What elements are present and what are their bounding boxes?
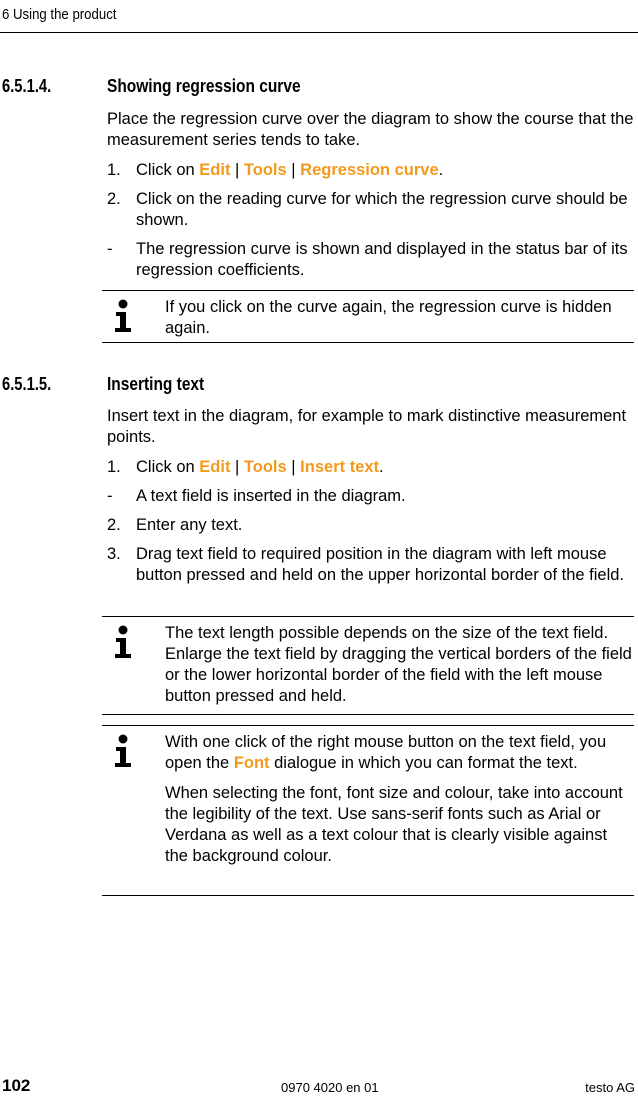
- brand-name: testo AG: [585, 1080, 635, 1095]
- menu-insert-text: Insert text: [300, 458, 380, 476]
- menu-regression-curve: Regression curve: [300, 161, 439, 179]
- intro-paragraph: Insert text in the diagram, for example to mark distinctive measurement points.: [107, 407, 627, 446]
- section-title: Inserting text: [107, 374, 205, 394]
- step-text: [136, 457, 635, 478]
- note-text-part: With one click of the right mouse button on the text field, you open the: [165, 733, 607, 772]
- info-note: [102, 616, 634, 715]
- info-note: [102, 725, 634, 896]
- step-text: Click on the reading curve for which the regression curve should be shown.: [136, 190, 628, 229]
- menu-separator: |: [286, 161, 301, 179]
- step-marker: 1.: [107, 161, 121, 179]
- note-text-part: dialogue in which you can format the text.: [269, 754, 578, 772]
- menu-tools: Tools: [243, 458, 287, 476]
- result-marker: -: [107, 240, 113, 258]
- note-text: When selecting the font, font size and colour, take into account the legibility of the text. Use sans-serif fonts such as Arial or Verdana as well as a text colour that is clearly visible against the background colour.: [165, 784, 623, 865]
- page-header: [0, 0, 638, 33]
- menu-separator: |: [286, 458, 301, 476]
- step-marker: 1.: [107, 458, 121, 476]
- chapter-title: 6 Using the product: [2, 6, 117, 23]
- info-icon: [112, 734, 134, 768]
- menu-separator: |: [230, 458, 244, 476]
- menu-edit: Edit: [199, 458, 231, 476]
- step-item: [107, 189, 635, 231]
- step-item: [107, 544, 635, 586]
- step-item: [107, 515, 635, 536]
- step-text: Drag text field to required position in the diagram with left mouse button pressed and held on the upper horizontal border of the field.: [136, 545, 625, 584]
- step-prefix: Click on: [136, 161, 200, 179]
- section-title: Showing regression curve: [107, 76, 301, 96]
- section-body: [107, 109, 635, 289]
- step-text: [136, 160, 635, 181]
- step-prefix: Click on: [136, 458, 200, 476]
- step-marker: 2.: [107, 190, 121, 208]
- note-text: The text length possible depends on the size of the text field. Enlarge the text field by dragging the vertical borders of the field or the lower horizontal border of the field with the left mouse button pressed and held.: [165, 624, 632, 705]
- result-text: The regression curve is shown and displayed in the status bar of its regression coefficients.: [136, 240, 628, 279]
- step-item: [107, 457, 635, 478]
- note-text: If you click on the curve again, the regression curve is hidden again.: [165, 298, 612, 337]
- section-number: 6.5.1.4.: [2, 76, 52, 96]
- step-item: [107, 160, 635, 181]
- page-number: 102: [2, 1076, 31, 1095]
- result-item: [107, 486, 635, 507]
- step-marker: 2.: [107, 516, 121, 534]
- section-body: [107, 406, 635, 594]
- result-marker: -: [107, 487, 113, 505]
- info-icon: [112, 299, 134, 333]
- info-note: [102, 290, 634, 343]
- document-number: 0970 4020 en 01: [281, 1080, 379, 1095]
- info-icon: [112, 625, 134, 659]
- step-marker: 3.: [107, 545, 121, 563]
- menu-tools: Tools: [243, 161, 287, 179]
- note-text: [165, 732, 634, 774]
- step-suffix: .: [379, 458, 384, 476]
- menu-edit: Edit: [199, 161, 231, 179]
- step-text: Enter any text.: [136, 516, 243, 534]
- section-number: 6.5.1.5.: [2, 374, 52, 394]
- font-dialogue-label: Font: [233, 754, 270, 772]
- step-suffix: .: [438, 161, 444, 179]
- menu-separator: |: [230, 161, 244, 179]
- intro-paragraph: Place the regression curve over the diagram to show the course that the measurement series tends to take.: [107, 110, 634, 149]
- result-text: A text field is inserted in the diagram.: [136, 487, 406, 505]
- result-item: [107, 239, 635, 281]
